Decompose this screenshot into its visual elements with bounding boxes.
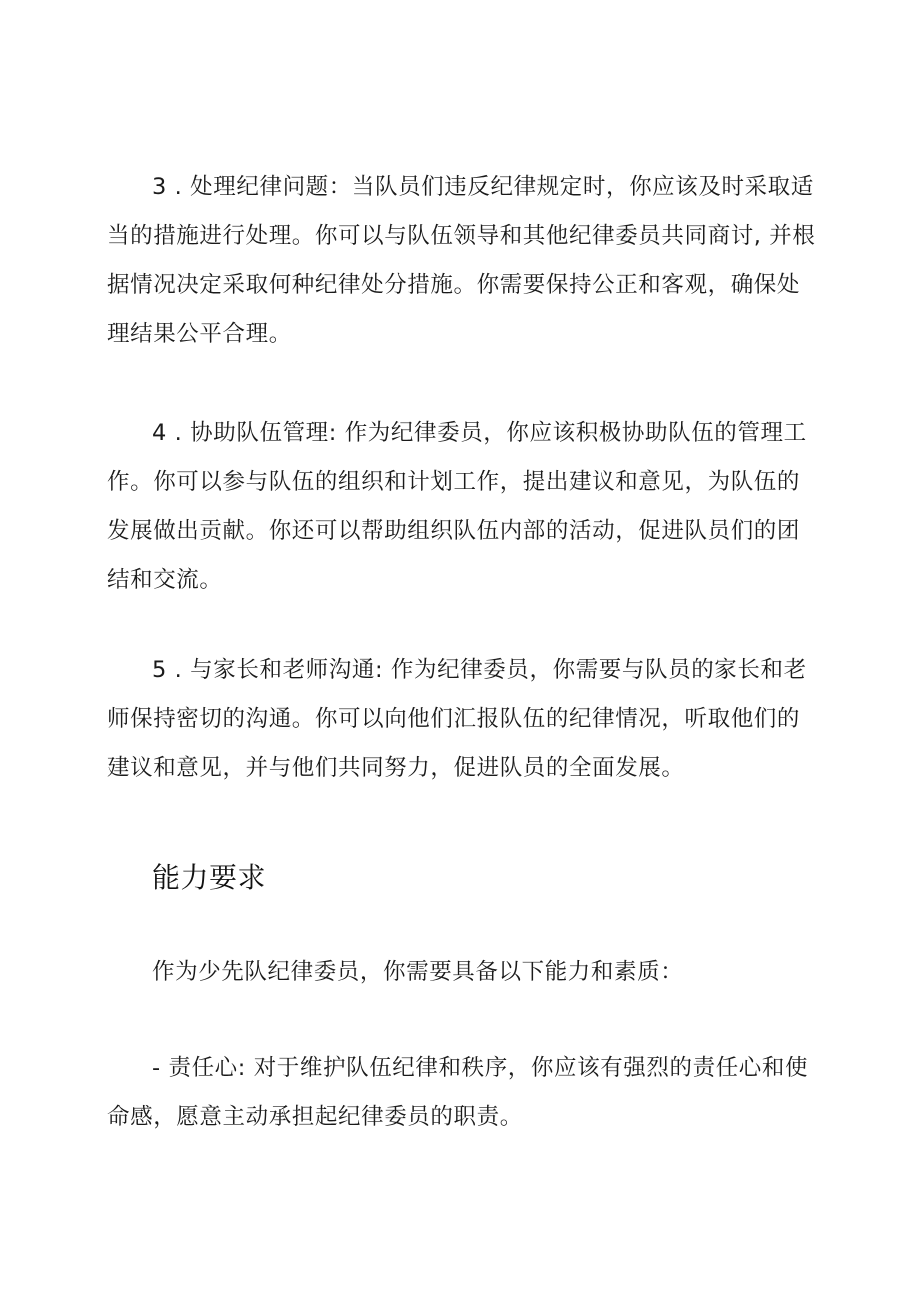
paragraph-item-3 xyxy=(107,163,819,359)
item-text: . 处理纪律问题：当队员们违反纪律规定时，你应该及时采取适当的措施进行处理。你可以与队伍领导和其他纪律委员共同商讨, 并根据情况决定采取何种纪律处分措施。你需要保持公正和客观，确保处理结果公平合理。 xyxy=(107,174,816,347)
bullet-responsibility: - 责任心: 对于维护队伍纪律和秩序，你应该有强烈的责任心和使命感，愿意主动承担起纪律委员的职责。 xyxy=(107,1055,809,1130)
item-number: 3 xyxy=(152,174,167,200)
section-heading: 能力要求 xyxy=(152,861,267,894)
paragraph-item-4 xyxy=(107,409,819,605)
item-number: 5 xyxy=(152,657,167,683)
paragraph-item-5 xyxy=(107,646,819,793)
item-text: . 与家长和老师沟通: 作为纪律委员，你需要与队员的家长和老师保持密切的沟通。你可以向他们汇报队伍的纪律情况，听取他们的建议和意见，并与他们共同努力，促进队员的全面发展。 xyxy=(107,657,807,781)
item-text: . 协助队伍管理: 作为纪律委员，你应该积极协助队伍的管理工作。你可以参与队伍的组织和计划工作，提出建议和意见，为队伍的发展做出贡献。你还可以帮助组织队伍内部的活动，促进队员们的团结和交流。 xyxy=(107,420,807,593)
intro-paragraph: 作为少先队纪律委员，你需要具备以下能力和素质： xyxy=(152,959,684,985)
item-number: 4 xyxy=(152,420,167,446)
